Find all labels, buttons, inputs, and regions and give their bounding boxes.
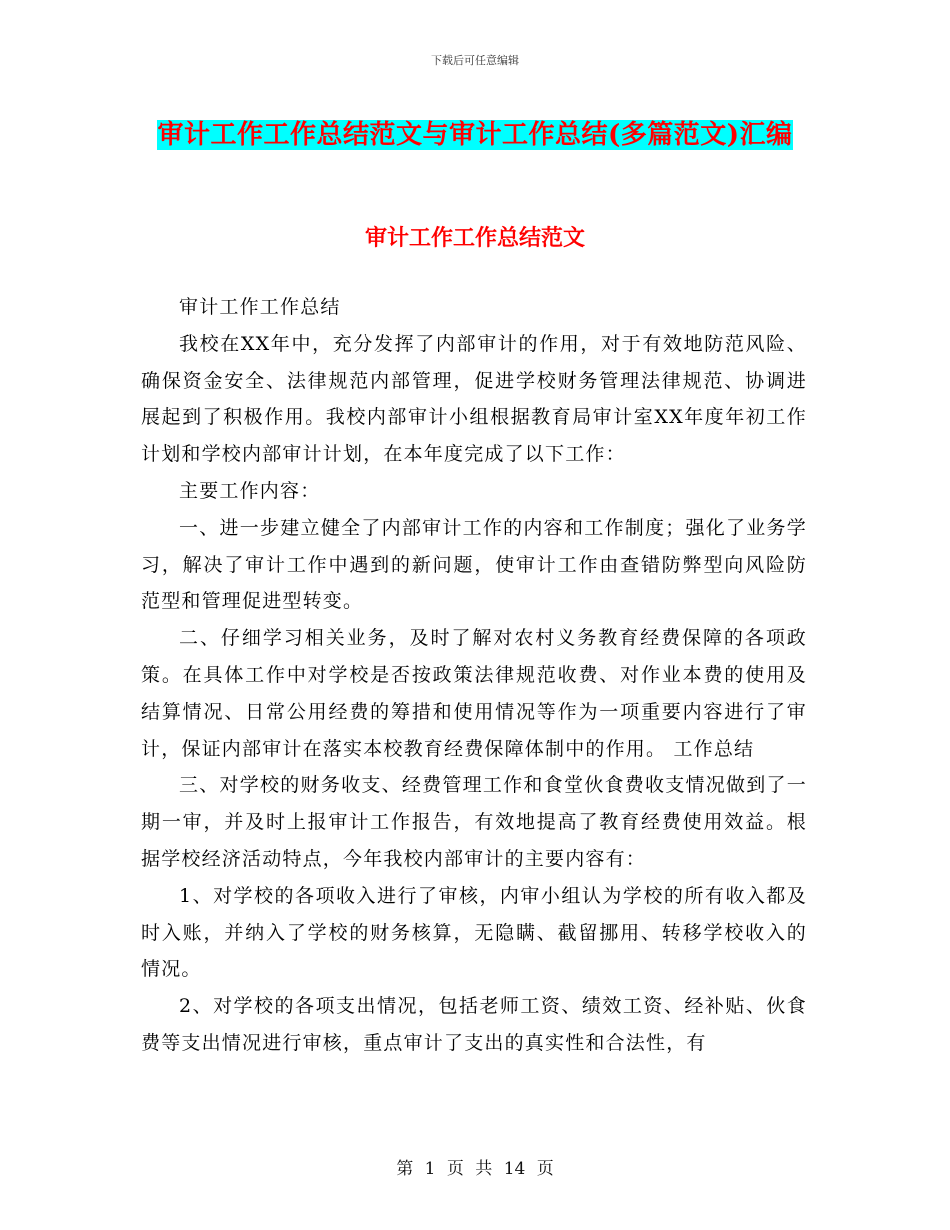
paragraph: 审计工作工作总结 bbox=[179, 296, 341, 318]
paragraph: 1、对学校的各项收入进行了审核，内审小组认为学校的所有收入都及时入账，并纳入了学校的财务核算，无隐瞒、截留挪用、转移学校收入的情况。 bbox=[141, 884, 807, 981]
document-title-text: 审计工作工作总结范文与审计工作总结(多篇范文)汇编 bbox=[157, 120, 793, 150]
section-title: 审计工作工作总结范文 bbox=[364, 225, 585, 251]
paragraph: 主要工作内容： bbox=[179, 479, 321, 502]
paragraph: 三、对学校的财务收支、经费管理工作和食堂伙食费收支情况做到了一期一审，并及时上报审计工作报告，有效地提高了教育经费使用效益。根据学校经济活动特点，今年我校内部审计的主要内容有： bbox=[141, 774, 807, 870]
page-number-footer: 第 1 页 共 14 页 bbox=[396, 1159, 554, 1179]
paragraph: 2、对学校的各项支出情况，包括老师工资、绩效工资、经补贴、伙食费等支出情况进行审核，重点审计了支出的真实性和合法性，有 bbox=[141, 995, 807, 1054]
paragraph: 一、进一步建立健全了内部审计工作的内容和工作制度；强化了业务学习，解决了审计工作中遇到的新问题，使审计工作由查错防弊型向风险防范型和管理促进型转变。 bbox=[141, 516, 807, 613]
header-note: 下载后可任意编辑 bbox=[431, 54, 519, 67]
paragraph: 我校在XX年中，充分发挥了内部审计的作用，对于有效地防范风险、确保资金安全、法律规范内部管理，促进学校财务管理法律规范、协调进展起到了积极作用。我校内部审计小组根据教育局审计室XX年度年初工作计划和学校内部审计计划，在本年度完成了以下工作： bbox=[141, 332, 807, 466]
paragraph: 二、仔细学习相关业务，及时了解对农村义务教育经费保障的各项政策。在具体工作中对学校是否按政策法律规范收费、对作业本费的使用及结算情况、日常公用经费的筹措和使用情况等作为一项重要内容进行了审计，保证内部审计在落实本校教育经费保障体制中的作用。 工作总结 bbox=[141, 627, 807, 760]
document-body bbox=[141, 289, 807, 1062]
document-title bbox=[140, 112, 810, 158]
